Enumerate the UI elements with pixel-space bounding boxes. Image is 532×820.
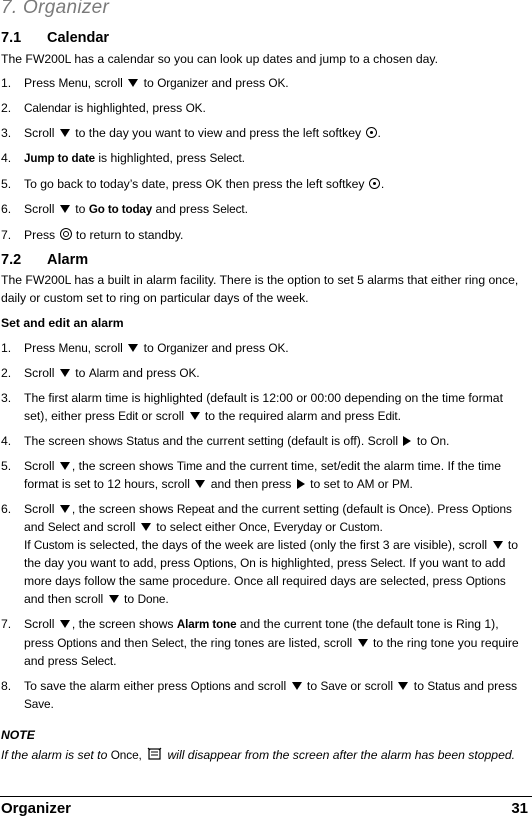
step-text: to [120, 592, 138, 606]
end-key-icon [60, 228, 72, 240]
step-text: , [233, 556, 241, 570]
ui-keyword: Options [57, 636, 98, 650]
step-text: then press the left softkey [222, 177, 368, 191]
step-text: Press [24, 341, 59, 355]
chapter-title: 7. Organizer [1, 0, 110, 18]
ui-keyword-bold: Go to today [88, 203, 153, 216]
ui-keyword: Save [24, 697, 51, 711]
ui-keyword: Select [47, 520, 80, 534]
step-number: 2. [1, 366, 12, 380]
step-number: 3. [1, 126, 12, 140]
step-number: 1. [1, 76, 12, 90]
step-text: . [445, 434, 450, 448]
ui-keyword: Menu [58, 76, 88, 90]
step-text: and press [119, 366, 180, 380]
ui-keyword: AM [356, 477, 375, 491]
step-item [1, 457, 521, 493]
step-text: Scroll [24, 502, 58, 516]
scroll-down-icon [493, 541, 503, 549]
step-item [1, 339, 521, 357]
left-softkey-icon [366, 127, 377, 138]
step-text: to [71, 366, 89, 380]
step-text: . [113, 654, 117, 668]
scroll-down-icon [128, 344, 138, 352]
step-text: . [409, 477, 413, 491]
step-text: and press [208, 76, 269, 90]
step-text: is highlighted, press [94, 151, 210, 165]
step-text: , scroll [87, 341, 127, 355]
alarm-intro: The FW200L has a built in alarm facility. There is the option to set 5 alarms that either ring once, daily or custom set to ring on particular days of the week. [1, 273, 519, 305]
step-item [1, 615, 521, 670]
note-keyword: Once, [110, 748, 142, 762]
step-text: and press [208, 341, 269, 355]
ui-keyword: Select [212, 202, 245, 216]
step-text: , scroll [87, 76, 127, 90]
step-text: Press [24, 76, 59, 90]
section-title: Alarm [47, 252, 89, 268]
ui-keyword: Select [209, 151, 242, 165]
step-text: and [24, 520, 48, 534]
step-text: . [244, 202, 248, 216]
step-number: 1. [1, 341, 12, 355]
ui-keyword: Options [193, 556, 234, 570]
ui-keyword: Options [465, 574, 506, 588]
step-text: to set to [306, 477, 357, 491]
step-item [1, 364, 521, 382]
calendar-intro: The FW200L has a calendar so you can look up dates and jump to a chosen day. [1, 52, 438, 66]
step-text: The screen shows [24, 434, 127, 448]
step-text: . [241, 151, 246, 165]
scroll-down-icon [109, 595, 119, 603]
ui-keyword: Select [80, 654, 114, 668]
step-text: . [285, 341, 289, 355]
step-text: to select either [152, 520, 239, 534]
step-text: and the current setting (default is off). Scroll [159, 434, 402, 448]
step-item [1, 432, 521, 450]
step-number: 3. [1, 391, 12, 405]
step-text: The first alarm time is highlighted (default is 12:00 or 00:00 depending on the time format set), either press [24, 391, 503, 423]
step-text: and press [152, 202, 213, 216]
step-number: 8. [1, 679, 12, 693]
step-text: Scroll [24, 126, 58, 140]
note-label: NOTE [1, 728, 35, 742]
ui-keyword: Organizer [157, 341, 209, 355]
ui-keyword: OK [179, 366, 197, 380]
section-heading-alarm [1, 252, 88, 268]
note-text [1, 746, 521, 764]
ui-keyword: Options [190, 679, 231, 693]
ui-keyword: Done [137, 592, 166, 606]
step-text: Scroll [24, 202, 58, 216]
step-number: 6. [1, 202, 12, 216]
section-heading-calendar [1, 30, 109, 46]
step-text: , the screen shows [71, 617, 177, 631]
step-text: and then [97, 636, 152, 650]
footer-section-name: Organizer [1, 800, 72, 817]
scroll-down-icon [128, 79, 138, 87]
step-text: to the day you want to view and press the left softkey [71, 126, 365, 140]
step-number: 4. [1, 434, 12, 448]
step-text: or scroll [346, 679, 397, 693]
step-text: . [50, 697, 54, 711]
ui-keyword: Save [320, 679, 347, 693]
scroll-down-icon [358, 639, 368, 647]
ui-keyword: Status [427, 679, 461, 693]
ui-keyword: On [430, 434, 446, 448]
alarm-subheading: Set and edit an alarm [1, 316, 124, 330]
step-text: , the screen shows [71, 502, 177, 516]
scroll-down-icon [398, 682, 408, 690]
step-text: ). Press [426, 502, 472, 516]
step-text: To save the alarm either press [24, 679, 191, 693]
step-text: , the ring tones are listed, scroll [183, 636, 356, 650]
step-number: 2. [1, 101, 12, 115]
ui-keyword: Select [370, 556, 403, 570]
step-text: . [380, 177, 385, 191]
step-text: and press [460, 679, 518, 693]
step-text: . [397, 409, 401, 423]
ui-keyword: Alarm [88, 366, 120, 380]
step-item [1, 99, 521, 117]
step-item [1, 175, 521, 193]
scroll-down-icon [60, 462, 70, 470]
step-text: or [374, 477, 392, 491]
step-number: 6. [1, 502, 12, 516]
step-item [1, 74, 521, 92]
step-text: to [303, 679, 321, 693]
step-text: Scroll [24, 617, 58, 631]
step-text: and the current tone (the default tone is Ring 1), press [24, 617, 499, 650]
ui-keyword: Time [176, 459, 203, 473]
ui-keyword: Menu [58, 341, 88, 355]
step-text: and then scroll [24, 592, 107, 606]
step-text: To go back to today’s date, press [24, 177, 206, 191]
ui-keyword: Calendar [24, 101, 72, 115]
section-number: 7.1 [1, 30, 22, 46]
step-text: . [202, 101, 206, 115]
step-text: . [196, 366, 200, 380]
step-number: 5. [1, 459, 12, 473]
scroll-down-icon [60, 620, 70, 628]
step-text: and scroll [230, 679, 290, 693]
scroll-down-icon [60, 205, 70, 213]
scroll-down-icon [292, 682, 302, 690]
page-number: 31 [511, 800, 528, 817]
scroll-down-icon [60, 369, 70, 377]
step-text: and then press [207, 477, 295, 491]
step-text: is selected, the days of the week are listed (only the first 3 are visible), scroll [73, 538, 491, 552]
note-text-start: If the alarm is set to [1, 748, 111, 762]
ui-keyword: OK [268, 76, 286, 90]
section-number: 7.2 [1, 252, 22, 268]
ui-keyword: Repeat [176, 502, 215, 516]
ui-keyword: Once [238, 520, 267, 534]
footer-rule [0, 796, 532, 797]
step-text: to the required alarm and press [201, 409, 378, 423]
step-item [1, 226, 521, 244]
step-text: or [321, 520, 340, 534]
step-text: . [285, 76, 289, 90]
step-text: to [413, 434, 431, 448]
ui-keyword: Everyday [273, 520, 322, 534]
scroll-right-icon [403, 436, 411, 446]
ui-keyword: Organizer [157, 76, 209, 90]
step-item [1, 124, 521, 142]
step-item [1, 500, 521, 608]
step-text: . [377, 126, 381, 140]
step-text: . [379, 520, 383, 534]
step-number: 4. [1, 151, 12, 165]
ui-keyword: Custom [339, 520, 380, 534]
step-text: or scroll [138, 409, 188, 423]
scroll-down-icon [60, 129, 70, 137]
scroll-down-icon [141, 523, 151, 531]
alarm-steps [1, 339, 521, 713]
ui-keyword: Custom [33, 538, 74, 552]
step-text: Scroll [24, 459, 58, 473]
ui-keyword: On [240, 556, 256, 570]
step-text: . [165, 592, 169, 606]
left-softkey-icon [369, 178, 380, 189]
alarm-clock-icon [147, 747, 162, 761]
ui-keyword: Once [398, 502, 427, 516]
ui-keyword: Options [471, 502, 512, 516]
step-text: to the day you want to add, press [24, 538, 519, 570]
step-text: . If you want to add more days follow the same procedure. Once all required days are selected, press [24, 556, 506, 588]
step-text: Press [24, 228, 59, 242]
ui-keyword: PM [392, 477, 410, 491]
scroll-down-icon [60, 505, 70, 513]
ui-keyword-bold: Jump to date [24, 152, 95, 165]
calendar-steps [1, 74, 521, 244]
step-text: If [24, 538, 34, 552]
ui-keyword-bold: Alarm tone [176, 618, 237, 631]
section-title: Calendar [47, 30, 110, 46]
step-number: 7. [1, 228, 12, 242]
ui-keyword: Edit [377, 409, 398, 423]
ui-keyword: OK [185, 101, 203, 115]
step-item [1, 677, 521, 713]
step-item [1, 149, 521, 168]
step-text: , the screen shows [71, 459, 177, 473]
scroll-down-icon [195, 480, 205, 488]
step-text: and the current setting (default is [214, 502, 399, 516]
ui-keyword: Edit [118, 409, 139, 423]
step-text: to the ring tone you require and press [24, 636, 519, 668]
step-text: to return to standby. [72, 228, 184, 242]
step-text: is highlighted, press [255, 556, 371, 570]
step-item [1, 200, 521, 219]
scroll-right-icon [297, 479, 305, 489]
step-number: 7. [1, 617, 12, 631]
ui-keyword: OK [205, 177, 223, 191]
step-text: to [140, 76, 158, 90]
ui-keyword: OK [268, 341, 286, 355]
ui-keyword: Status [126, 434, 160, 448]
step-text: is highlighted, press [71, 101, 186, 115]
step-text: to [71, 202, 89, 216]
step-number: 5. [1, 177, 12, 191]
step-text: and the current time, set/edit the alarm time. If the time format is set to 12 hours, scroll [24, 459, 501, 491]
step-item [1, 389, 521, 425]
scroll-down-icon [190, 412, 200, 420]
step-text: and scroll [79, 520, 139, 534]
step-text: Scroll [24, 366, 58, 380]
step-text: , [266, 520, 274, 534]
note-text-end: will disappear from the screen after the alarm has been stopped. [164, 748, 516, 762]
step-text: to [410, 679, 428, 693]
ui-keyword: Select [151, 636, 184, 650]
step-text: to [140, 341, 158, 355]
